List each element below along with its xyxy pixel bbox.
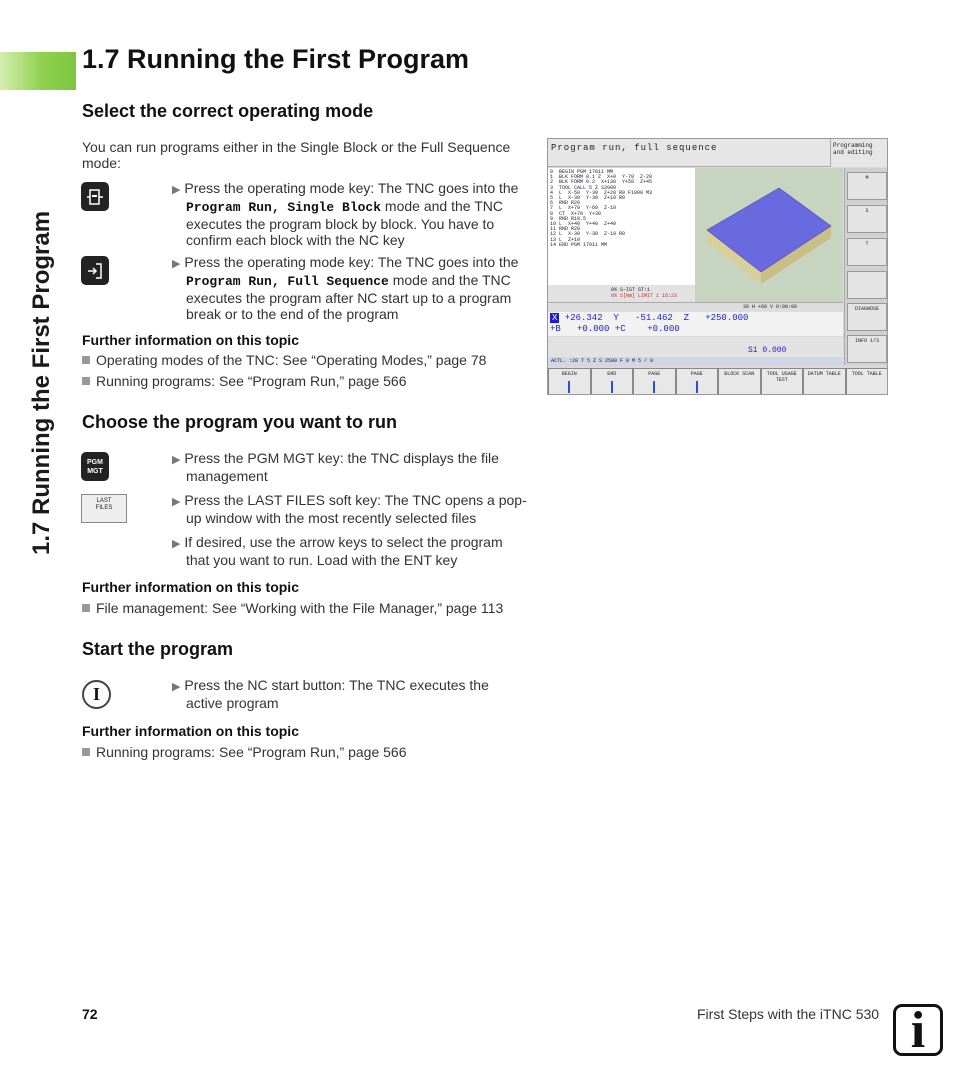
tnc-softkey-page-up: PAGE bbox=[633, 368, 676, 395]
further-info-heading: Further information on this topic bbox=[82, 579, 299, 595]
section-heading-start-program: Start the program bbox=[82, 639, 234, 659]
bullet-icon bbox=[82, 748, 90, 756]
bullet-icon bbox=[82, 356, 90, 364]
tnc-position-display: X +26.342 Y -51.462 Z +250.000 +B +0.000 +C +0.000 bbox=[548, 312, 843, 336]
tnc-side-softkey: T bbox=[847, 238, 887, 266]
bullet-icon bbox=[82, 377, 90, 385]
page-title: 1.7 Running the First Program bbox=[82, 44, 470, 74]
tnc-actl-bar: ACTL. :20 T 5 Z S 2500 F 0 M 5 / 9 bbox=[548, 357, 843, 366]
single-block-key-icon bbox=[81, 182, 109, 211]
tnc-program-listing: 0 BEGIN PGM 17011 MM 1 BLK FORM 0.1 Z X+0 Y-70 Z-20 2 BLK FORM 0.2 X+130 Y+50 Z+45 3 TOOL CALL 5 Z S2000 4 L X-50 Y-30 Z+20 R0 F1000 M3 5 L X-30 Y-30 Z+10 R0 6 RND R20 7 L X+70 Y-60 Z-10 8 CT X+70 Y+30 9 RND R10.5 10 L X+40 Y+40 Z+40 11 RND R20 12 L X-30 Y-30 Z-10 R0 13 L Z+10 14 END PGM 17011 MM bbox=[548, 168, 695, 285]
tnc-mode-title: Program run, full sequence bbox=[548, 139, 830, 167]
tnc-vertical-softkeys bbox=[844, 168, 888, 365]
step-full-sequence: ▶ Press the operating mode key: The TNC goes into the Program Run, Full Sequence mode and the TNC executes the program after NC start up to a program break or to the end of the program bbox=[172, 254, 519, 322]
tnc-softkey-datum-table: DATUM TABLE bbox=[803, 368, 846, 395]
further-info-heading: Further information on this topic bbox=[82, 723, 299, 739]
tnc-spindle: S1 0.000 bbox=[548, 337, 843, 365]
step-select-program: ▶ If desired, use the arrow keys to select the program that you want to run. Load with the ENT key bbox=[172, 534, 503, 568]
tnc-softkey-tool-usage: TOOL USAGE TEST bbox=[761, 368, 804, 395]
section-intro: You can run programs either in the Single Block or the Full Sequence mode: bbox=[82, 139, 511, 171]
tnc-status-line: 30 H +60 V 0:00:00 bbox=[548, 302, 843, 312]
list-item: File management: See “Working with the File Manager,” page 113 bbox=[82, 600, 503, 616]
tnc-screenshot bbox=[547, 138, 888, 395]
tnc-softkey-row bbox=[548, 368, 888, 395]
step-single-block: ▶ Press the operating mode key: The TNC goes into the Program Run, Single Block mode and the TNC executes the program block by block. You have to confirm each block with the NC key bbox=[172, 180, 519, 248]
nc-start-key-icon: I bbox=[82, 680, 111, 709]
tnc-3d-graphic bbox=[695, 168, 843, 302]
list-item: Operating modes of the TNC: See “Operating Modes,” page 78 bbox=[82, 352, 486, 368]
tnc-side-softkey bbox=[847, 271, 887, 299]
section-heading-operating-mode: Select the correct operating mode bbox=[82, 101, 374, 121]
tnc-side-softkey: M bbox=[847, 172, 887, 200]
tnc-side-softkey: INFO 1/3 bbox=[847, 335, 887, 363]
info-icon: i bbox=[893, 1004, 943, 1056]
last-files-softkey-icon: LAST FILES bbox=[81, 494, 127, 523]
full-sequence-key-icon bbox=[81, 256, 109, 285]
tnc-softkey-end: END bbox=[591, 368, 634, 395]
tnc-mode-programming: Programming and editing bbox=[830, 139, 888, 167]
tnc-softkey-page-down: PAGE bbox=[676, 368, 719, 395]
footer-text: First Steps with the iTNC 530 bbox=[697, 1006, 880, 1022]
bullet-icon bbox=[82, 604, 90, 612]
list-item: Running programs: See “Program Run,” page 566 bbox=[82, 744, 407, 760]
step-nc-start: ▶ Press the NC start button: The TNC executes the active program bbox=[172, 677, 489, 711]
pgm-mgt-key-icon: PGM MGT bbox=[81, 452, 109, 481]
step-pgm-mgt: ▶ Press the PGM MGT key: the TNC displays the file management bbox=[172, 450, 499, 484]
tnc-softkey-tool-table: TOOL TABLE bbox=[846, 368, 889, 395]
section-heading-choose-program: Choose the program you want to run bbox=[82, 412, 398, 432]
tnc-status-area: 0% S-IST ST:1 0% S[Nm] LIMIT 1 16:23 bbox=[548, 285, 695, 303]
list-item: Running programs: See “Program Run,” page 566 bbox=[82, 373, 407, 389]
page-number: 72 bbox=[82, 1006, 98, 1022]
tnc-side-softkey: S bbox=[847, 205, 887, 233]
side-chapter-title: 1.7 Running the First Program bbox=[28, 210, 55, 555]
tnc-softkey-block-scan: BLOCK SCAN bbox=[718, 368, 761, 395]
step-last-files: ▶ Press the LAST FILES soft key: The TNC opens a pop- up window with the most recently selected files bbox=[172, 492, 527, 526]
tnc-side-softkey: DIAGNOSE bbox=[847, 303, 887, 331]
tnc-softkey-begin: BEGIN bbox=[548, 368, 591, 395]
further-info-heading: Further information on this topic bbox=[82, 332, 299, 348]
